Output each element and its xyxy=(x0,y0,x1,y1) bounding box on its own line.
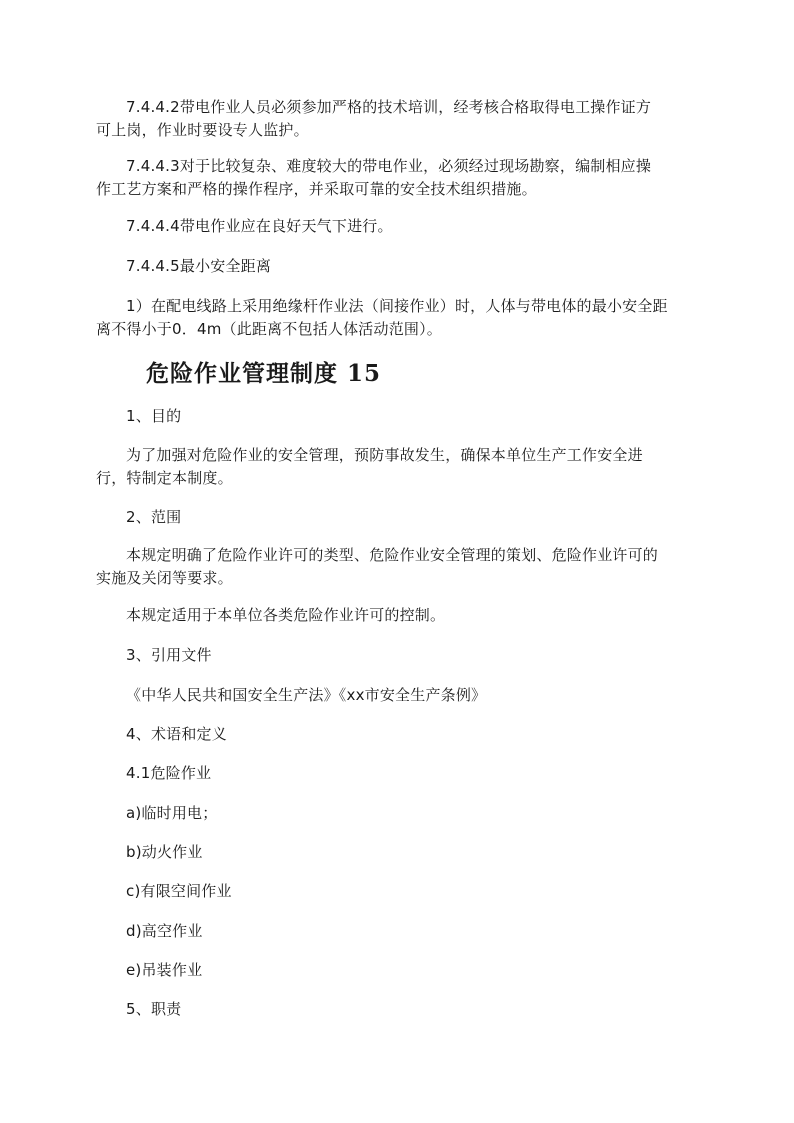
paragraph-line: 1）在配电线路上采用绝缘杆作业法（间接作业）时，人体与带电体的最小安全距 xyxy=(126,297,668,315)
paragraph-7-4-4-5 xyxy=(96,255,700,278)
section-3-title xyxy=(96,644,700,667)
paragraph-min-distance xyxy=(96,295,700,341)
section-5-title xyxy=(96,998,700,1021)
section-1-title xyxy=(96,405,700,428)
section-2-text-2 xyxy=(96,604,700,627)
paragraph-line: 实施及关闭等要求。 xyxy=(96,569,233,587)
list-item-text: d)高空作业 xyxy=(126,922,203,940)
paragraph-7-4-4-3 xyxy=(96,155,700,201)
paragraph-line: 离不得小于0．4m（此距离不包括人体活动范围）。 xyxy=(96,320,443,338)
list-item-text: a)临时用电； xyxy=(126,804,218,822)
paragraph-line: 可上岗，作业时要设专人监护。 xyxy=(96,121,309,139)
paragraph-7-4-4-4 xyxy=(96,215,700,238)
page-title: 危险作业管理制度 15 xyxy=(146,360,382,387)
section-heading: 3、引用文件 xyxy=(126,646,212,664)
paragraph-line: 本规定适用于本单位各类危险作业许可的控制。 xyxy=(126,606,446,624)
section-heading: 1、目的 xyxy=(126,407,182,425)
list-item xyxy=(96,880,700,903)
list-item-text: e)吊装作业 xyxy=(126,961,203,979)
list-item xyxy=(96,841,700,864)
paragraph-7-4-4-2 xyxy=(96,96,700,142)
paragraph-line: 《中华人民共和国安全生产法》《xx市安全生产条例》 xyxy=(126,686,487,704)
list-item-text: c)有限空间作业 xyxy=(126,882,232,900)
section-2-title xyxy=(96,506,700,529)
paragraph-line: 7.4.4.2带电作业人员必须参加严格的技术培训，经考核合格取得电工操作证方 xyxy=(126,98,652,116)
list-item xyxy=(96,959,700,982)
paragraph-line: 为了加强对危险作业的安全管理，预防事故发生，确保本单位生产工作安全进 xyxy=(126,446,643,464)
list-item xyxy=(96,920,700,943)
section-3-text xyxy=(96,684,700,707)
section-heading: 5、职责 xyxy=(126,1000,182,1018)
section-heading: 4、术语和定义 xyxy=(126,725,227,743)
section-4-1 xyxy=(96,762,700,785)
list-item xyxy=(96,802,700,825)
list-item-text: b)动火作业 xyxy=(126,843,203,861)
paragraph-line: 本规定明确了危险作业许可的类型、危险作业安全管理的策划、危险作业许可的 xyxy=(126,546,659,564)
subsection-heading: 4.1危险作业 xyxy=(126,764,212,782)
paragraph-line: 7.4.4.4带电作业应在良好天气下进行。 xyxy=(126,217,393,235)
section-1-text xyxy=(96,444,700,490)
paragraph-line: 作工艺方案和严格的操作程序，并采取可靠的安全技术组织措施。 xyxy=(96,180,537,198)
paragraph-line: 7.4.4.3对于比较复杂、难度较大的带电作业，必须经过现场勘察，编制相应操 xyxy=(126,157,652,175)
section-heading: 2、范围 xyxy=(126,508,182,526)
section-2-text-1 xyxy=(96,544,700,590)
paragraph-line: 7.4.4.5最小安全距离 xyxy=(126,257,272,275)
paragraph-line: 行，特制定本制度。 xyxy=(96,469,233,487)
section-4-title xyxy=(96,723,700,746)
